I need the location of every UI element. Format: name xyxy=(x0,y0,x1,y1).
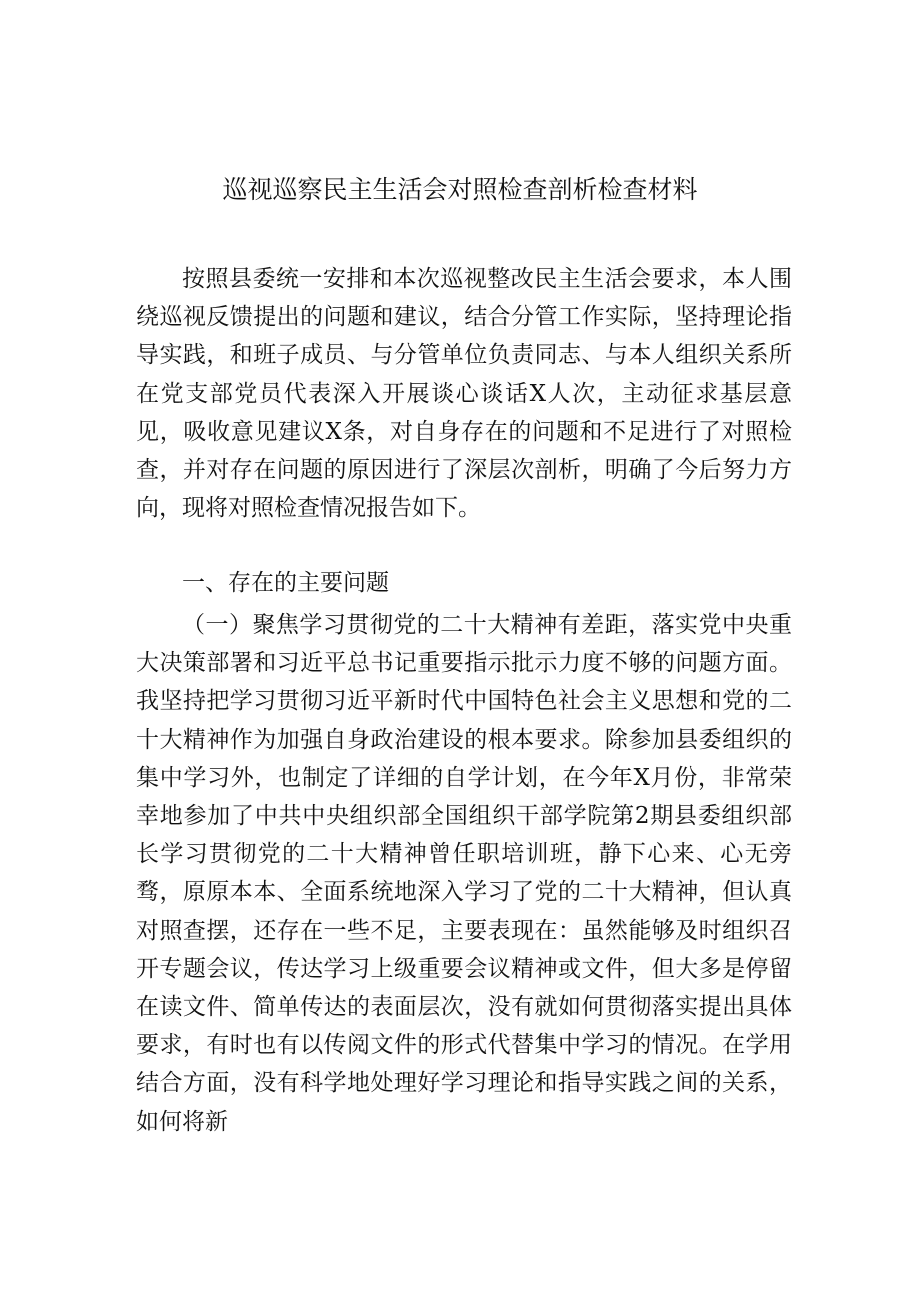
subsection-one-paragraph: （一）聚焦学习贯彻党的二十大精神有差距，落实党中央重大决策部署和习近平总书记重要指示批示力度不够的问题方面。我坚持把学习贯彻习近平新时代中国特色社会主义思想和党的二十大精神作为加强自身政治建设的根本要求。除参加县委组织的集中学习外，也制定了详细的自学计划，在今年X月份，非常荣幸地参加了中共中央组织部全国组织干部学院第2期县委组织部长学习贯彻党的二十大精神曾任职培训班，静下心来、心无旁骛，原原本本、全面系统地深入学习了党的二十大精神，但认真对照查摆，还存在一些不足，主要表现在：虽然能够及时组织召开专题会议，传达学习上级重要会议精神或文件，但大多是停留在读文件、简单传达的表面层次，没有就如何贯彻落实提出具体要求，有时也有以传阅文件的形式代替集中学习的情况。在学用结合方面，没有科学地处理好学习理论和指导实践之间的关系，如何将新 xyxy=(136,612,792,1135)
section-heading-problems: 一、存在的主要问题 xyxy=(182,570,389,596)
document-title: 巡视巡察民主生活会对照检查剖析检查材料 xyxy=(222,175,698,204)
intro-paragraph: 按照县委统一安排和本次巡视整改民主生活会要求，本人围绕巡视反馈提出的问题和建议，结合分管工作实际，坚持理论指导实践，和班子成员、与分管单位负责同志、与本人组织关系所在党支部党员代表深入开展谈心谈话X人次，主动征求基层意见，吸收意见建议X条，对自身存在的问题和不足进行了对照检查，并对存在问题的原因进行了深层次剖析，明确了今后努力方向，现将对照检查情况报告如下。 xyxy=(136,266,792,522)
